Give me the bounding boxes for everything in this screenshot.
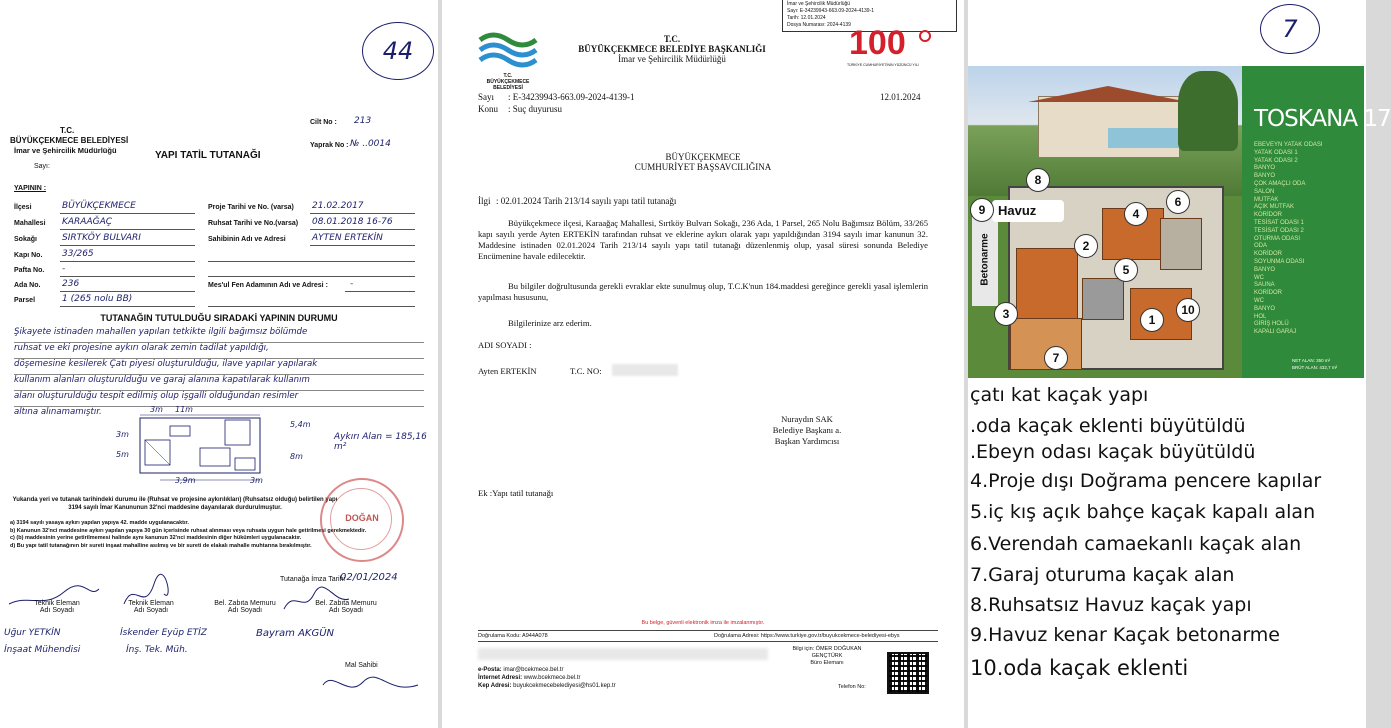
room-list-item: WC <box>1254 297 1264 304</box>
violation-item-1: çatı kat kaçak yapı <box>970 384 1149 406</box>
centenary-badge <box>847 24 937 67</box>
brut-area: BRÜT ALAN: 432,7 m² <box>1292 365 1338 370</box>
room-list-item: WC <box>1254 274 1264 281</box>
qr-code[interactable] <box>887 652 929 694</box>
villa-plan-image <box>968 66 1391 378</box>
room-list-item: KAPALI GARAJ <box>1254 329 1297 336</box>
official-stamp <box>320 478 404 562</box>
dim-label: 11m <box>175 405 193 414</box>
field-kapi-value: 33/265 <box>62 249 94 259</box>
room-list-item: BANYO <box>1254 266 1276 273</box>
cilt-value: 213 <box>354 116 372 126</box>
document-title: YAPI TATİL TUTANAĞI <box>155 150 261 161</box>
field-ada-value: 236 <box>62 279 80 289</box>
field-pafta-value: - <box>62 264 66 274</box>
logo-name: BÜYÜKÇEKMECE BELEDİYESİ <box>486 79 530 91</box>
email-label: e-Posta: <box>478 667 502 673</box>
logo-tc: T.C. <box>503 73 513 79</box>
field-ruhsat-value: 08.01.2018 16-76 <box>312 217 393 227</box>
ilgi-label: İlgi <box>478 196 491 206</box>
verify-label: Doğrulama Kodu: <box>478 633 521 639</box>
field-sahibi-label: Sahibinin Adı ve Adresi <box>208 236 286 243</box>
room-list-item: HOL <box>1254 313 1267 320</box>
notice-text: Yukarıda yeri ve tutanak tarihindeki durumu ile (Ruhsat ve projesine aykırılıkları) (Ruhsatsız olduğu) belirtilen yapı 3194 sayılı İmar Kanununun 32'nci maddesine dayanılarak durdurulmuştur. <box>12 497 338 511</box>
room-list-item: OTURMA ODASI <box>1254 235 1301 242</box>
dim-label: 3,9m <box>175 476 196 485</box>
signer-4 <box>296 600 396 614</box>
signer-4-name: Bayram AKGÜN <box>256 628 335 639</box>
field-sokak-value: SIRTKÖY BULVARI <box>62 233 141 243</box>
legal-item: c) (b) maddesinin yerine getirilmemesi halinde aynı kanunun 32'nci maddesinin diğer hükümleri uygulanacaktır. <box>10 535 302 541</box>
sig-line: Başkan Yardımcısı <box>774 436 840 446</box>
field-proje-label: Proje Tarihi ve No. (varsa) <box>208 204 294 211</box>
room-list-item: SAUNA <box>1254 282 1275 289</box>
verify-code: A944A078 <box>522 633 548 639</box>
room-list-item: SOYUNMA ODASI <box>1254 258 1305 265</box>
signer-role: Teknik Eleman <box>128 600 174 607</box>
room-list-item: BANYO <box>1254 165 1276 172</box>
field-parsel-value: 1 (265 nolu BB) <box>62 294 133 304</box>
suc-duyurusu-letter <box>442 0 964 728</box>
hand-line: kullanım alanları oluşturulduğu ve garaj alanına kapatılarak kullanım <box>14 375 424 391</box>
room-list-item: BANYO <box>1254 173 1276 180</box>
marker-5: 5 <box>1114 258 1138 282</box>
sig-line: Belediye Başkanı a. <box>772 425 842 435</box>
net-area: NET ALAN: 350 m² <box>1292 358 1331 363</box>
field-fen-adami-label: Mes'ul Fen Adamının Adı ve Adresi : <box>208 282 328 289</box>
corner-line: Tarih: 12.01.2024 <box>787 15 826 21</box>
esign-note: Bu belge, güvenli elektronik imza ile imzalanmıştır. <box>641 620 765 626</box>
marker-8: 8 <box>1026 168 1050 192</box>
svg-text:100: 100 <box>849 24 906 62</box>
telefon-label: Telefon No: <box>838 684 866 690</box>
hand-line: Şikayete istinaden mahallen yapılan tetkikte ilgili bağımsız bölümde <box>14 327 424 343</box>
body-para-3: Bilgilerinize arz ederim. <box>508 318 592 328</box>
violation-item-10: 10.oda kaçak eklenti <box>970 656 1189 680</box>
violation-item-3: .Ebeyn odası kaçak büyütüldü <box>970 441 1256 463</box>
field-proje-value: 21.02.2017 <box>312 201 364 211</box>
marker-2: 2 <box>1074 234 1098 258</box>
konu-label: Konu <box>478 104 498 114</box>
violation-list-page <box>968 0 1391 728</box>
stamp-text: DOĞAN <box>345 513 379 523</box>
brand-panel <box>1242 66 1391 378</box>
signer-2-note: İnş. Tek. Müh. <box>126 645 188 655</box>
violation-item-2: .oda kaçak eklenti büyütüldü <box>970 415 1246 437</box>
field-mahalle-value: KARAAĞAÇ <box>62 217 113 227</box>
badge-text: TÜRKİYE CUMHURİYETİNİN YÜZÜNCÜ YILI <box>847 63 919 67</box>
header-tc: T.C. <box>663 34 681 44</box>
info-line: Bilgi için: ÖMER DOĞUKAN <box>792 646 862 652</box>
web-label: İnternet Adresi: <box>478 675 523 681</box>
contact-block <box>478 666 616 690</box>
corner-line: Sayı: E-34239943-663.09-2024-4139-1 <box>787 8 875 14</box>
email-link[interactable]: imar@bcekmece.bel.tr <box>503 667 564 673</box>
signer-2 <box>106 600 196 614</box>
field-kapi-label: Kapı No. <box>14 252 43 259</box>
field-sokak-label: Sokağı <box>14 236 37 243</box>
letter-date: 12.01.2024 <box>880 92 921 102</box>
field-parsel-label: Parsel <box>14 297 36 304</box>
field-fen-adami-value: - <box>350 279 354 289</box>
room-list-item: KORİDOR <box>1254 251 1283 258</box>
signer-1-name: Uğur YETKİN <box>4 628 61 638</box>
addressee <box>442 152 964 172</box>
marker-6: 6 <box>1166 190 1190 214</box>
room-list-item: EBEVEYN YATAK ODASI <box>1254 142 1323 148</box>
ilgi-value: : 02.01.2024 Tarih 213/14 sayılı yapı tatil tutanağı <box>496 196 677 206</box>
signer-2-name: İskender Eyüp ETİZ <box>120 628 207 638</box>
letter-header <box>562 34 782 64</box>
handwritten-description <box>14 327 424 422</box>
attachment-note: Ek :Yapı tatil tutanağı <box>478 488 554 498</box>
legal-item: b) Kanunun 32'nci maddesine aykırı yapılan yapıya 30 gün içerisinde ruhsat alınması veya ruhsata uygun hale getirilmesi gerekmektedir. <box>10 527 367 534</box>
header-org: BÜYÜKÇEKMECE BELEDİYESİ <box>10 136 129 145</box>
room-list-item: KORİDOR <box>1254 212 1283 219</box>
header-dept: İmar ve Şehircilik Müdürlüğü <box>618 54 726 64</box>
sayi-label: Sayı <box>478 92 495 102</box>
verify-url[interactable]: Doğrulama Adresi: https://www.turkiye.gov.tr/buyukcekmece-belediyesi-ebys <box>714 633 900 639</box>
field-mahalle-label: Mahallesi <box>14 220 46 227</box>
header-org: BÜYÜKÇEKMECE BELEDİYE BAŞKANLIĞI <box>578 44 766 54</box>
room-list-item: BANYO <box>1254 305 1276 312</box>
dim-label: 5m <box>116 450 129 459</box>
info-line: GENÇTÜRK <box>811 653 843 659</box>
havuz-label: Havuz <box>992 200 1064 222</box>
violation-item-6: 6.Verendah camaekanlı kaçak alan <box>970 533 1302 555</box>
legal-item: d) Bu yapı tatil tutanağının bir sureti inşaat mahalline asılmış ve bir sureti de elakalı mahalle muhtarına bırakılmıştır. <box>10 542 312 549</box>
kep-link[interactable]: buyukcekmecebelediyesi@hs01.kep.tr <box>513 683 616 689</box>
marker-3: 3 <box>994 302 1018 326</box>
header-dept: İmar ve Şehircilik Müdürlüğü <box>14 146 117 155</box>
signature-block <box>742 414 872 447</box>
owner-signature <box>318 670 428 700</box>
owner-label: Mal Sahibi <box>345 662 378 669</box>
address-redacted <box>478 648 768 660</box>
field-pafta-label: Pafta No. <box>14 267 45 274</box>
konu-value: : Suç duyurusu <box>508 104 562 114</box>
marker-10: 10 <box>1176 298 1200 322</box>
field-ruhsat-label: Ruhsat Tarihi ve No.(varsa) <box>208 220 299 227</box>
floor-plan-sketch <box>100 410 300 490</box>
signer-1-note: İnşaat Mühendisi <box>4 645 81 655</box>
page-number-circle: 44 <box>362 22 434 80</box>
room-list-item: AÇIK MUTFAK <box>1254 204 1295 211</box>
section-title: TUTANAĞIN TUTULDUĞU SIRADAKİ YAPININ DURUMU <box>100 313 338 323</box>
signer-sub: Adı Soyadı <box>133 607 169 614</box>
corner-line: İmar ve Şehircilik Müdürlüğü <box>787 1 851 7</box>
sign-date-label: Tutanağa İmza Tarihi <box>280 576 345 583</box>
marker-4: 4 <box>1124 202 1148 226</box>
signer-3 <box>200 600 290 614</box>
header-tc: T.C. <box>60 126 75 135</box>
hand-line: alanı oluşturulduğu tespit edilmiş olup işgalli olduğundan resimler <box>14 391 424 407</box>
violation-item-7: 7.Garaj oturuma kaçak alan <box>970 564 1235 586</box>
marker-9: 9 <box>970 198 994 222</box>
room-list-item: YATAK ODASI 1 <box>1254 149 1298 156</box>
room-list-item: GİRİŞ HOLÜ <box>1254 321 1289 328</box>
dim-label: 3m <box>250 476 263 485</box>
signer-sub: Adı Soyadı <box>227 607 263 614</box>
info-line: Büro Elemanı <box>810 660 844 666</box>
room-list-item: YATAK ODASI 2 <box>1254 157 1298 164</box>
signer-role: Teknik Eleman <box>34 600 80 607</box>
room-list-item: ÇOK AMAÇLI ODA <box>1254 180 1306 187</box>
kep-label: Kep Adresi: <box>478 683 512 689</box>
yapi-tatil-tutanagi-page <box>0 0 438 728</box>
room-list-item: MUTFAK <box>1254 196 1279 203</box>
dim-label: 3m <box>150 405 163 414</box>
area-text: Aykırı Alan = 185,16 m² <box>334 432 427 452</box>
person-name: Ayten ERTEKİN <box>478 366 537 376</box>
yaprak-value: № ..0014 <box>350 139 391 149</box>
web-link[interactable]: www.bcekmece.bel.tr <box>523 675 581 681</box>
signature-scribbles <box>4 574 434 624</box>
signer-role: Bel. Zabıta Memuru <box>214 600 276 607</box>
field-sahibi-value: AYTEN ERTEKİN <box>312 233 383 243</box>
room-list-item: TESİSAT ODASI 2 <box>1254 227 1304 234</box>
villa-photo <box>968 66 1242 196</box>
yaprak-label: Yaprak No : <box>310 142 349 149</box>
field-ilce-label: İlçesi <box>14 204 32 211</box>
addressee-line: BÜYÜKÇEKMECE <box>665 152 741 162</box>
dim-label: 8m <box>290 452 303 461</box>
body-para-2: Bu bilgiler doğrultusunda gerekli evraklar ekte sunulmuş olup, T.C.K'nun 184.maddesi gereğince gerekli yasal işlemlerin yapılması hususunu, <box>478 281 928 302</box>
field-ada-label: Ada No. <box>14 282 41 289</box>
room-list-item: KORİDOR <box>1254 290 1283 297</box>
sig-line: Nuraydın SAK <box>781 414 833 424</box>
violation-item-5: 5.iç kış açık bahçe kaçak kapalı alan <box>970 501 1316 523</box>
signer-1 <box>12 600 102 614</box>
room-list-item: SALON <box>1254 188 1275 195</box>
sign-date: 02/01/2024 <box>340 572 398 583</box>
signer-sub: Adı Soyadı <box>39 607 75 614</box>
corner-line: Dosya Numarası: 2024-4139 <box>787 22 851 28</box>
legal-item: a) 3194 sayılı yasaya aykırı yapılan yapıya 42. madde uygulanacaktır. <box>10 520 189 526</box>
signer-sub: Adı Soyadı <box>328 607 364 614</box>
dim-label: 3m <box>116 430 129 439</box>
room-list-item: TESİSAT ODASI 1 <box>1254 219 1304 226</box>
violation-item-8: 8.Ruhsatsız Havuz kaçak yapı <box>970 594 1252 616</box>
field-ilce-value: BÜYÜKÇEKMECE <box>62 201 136 211</box>
signer-role: Bel. Zabıta Memuru <box>315 600 377 607</box>
sayi-value: : E-34239943-663.09-2024-4139-1 <box>508 92 635 102</box>
violation-item-4: 4.Proje dışı Doğrama pencere kapılar <box>970 470 1322 492</box>
hand-line: ruhsat ve eki projesine aykırı olarak zemin tadilat yapıldığı, <box>14 343 424 359</box>
addressee-line: CUMHURİYET BAŞSAVCILIĞINA <box>634 162 772 172</box>
hand-line: döşemesine kesilerek Çatı piyesi oluşturulduğu, ilave yapılar yapılarak <box>14 359 424 375</box>
body-para-1: Büyükçekmece ilçesi, Karaağaç Mahallesi, Sırtköy Bulvarı Sokağı, 236 Ada, 1 Parsel, 265 Nolu Bağımsız Bölüm, 33/265 kapı sayılı yerde Ayten ERTEKİN tarafından ruhsat ve eklerine aykırı olarak yapı yapıldığından 3194 sayılı imar kanunun 32. Maddesine istinaden 02.01.2024 Tarih 213/14 sayılı yapı tatil tutanağı düzenlenmiş olup, yasal süresi sonunda Belediye Encümenine havale edilecektir. <box>478 218 928 261</box>
room-list <box>1254 142 1354 337</box>
brand-title: TOSKANA 17 <box>1254 106 1391 132</box>
page-number-circle: 7 <box>1260 4 1320 54</box>
header-sayi: Sayı: <box>34 163 50 170</box>
betonarme-strip <box>972 216 998 306</box>
betonarme-label: Betonarme <box>979 233 991 286</box>
cilt-label: Cilt No : <box>310 119 337 126</box>
verification-row <box>478 630 938 642</box>
hand-line: altına alınamamıştır. <box>14 407 102 417</box>
dim-label: 5,4m <box>290 420 311 429</box>
yapinin-label: YAPININ : <box>14 185 47 192</box>
info-contact <box>772 646 882 667</box>
adi-soyadi-label: ADI SOYADI : <box>478 340 532 350</box>
municipality-logo <box>478 28 538 91</box>
room-list-item: ODA <box>1254 243 1268 250</box>
marker-7: 7 <box>1044 346 1068 370</box>
violation-item-9: 9.Havuz kenar Kaçak betonarme <box>970 624 1280 646</box>
tcno-label: T.C. NO: <box>570 366 602 376</box>
tcno-redacted <box>612 364 678 376</box>
marker-1: 1 <box>1140 308 1164 332</box>
